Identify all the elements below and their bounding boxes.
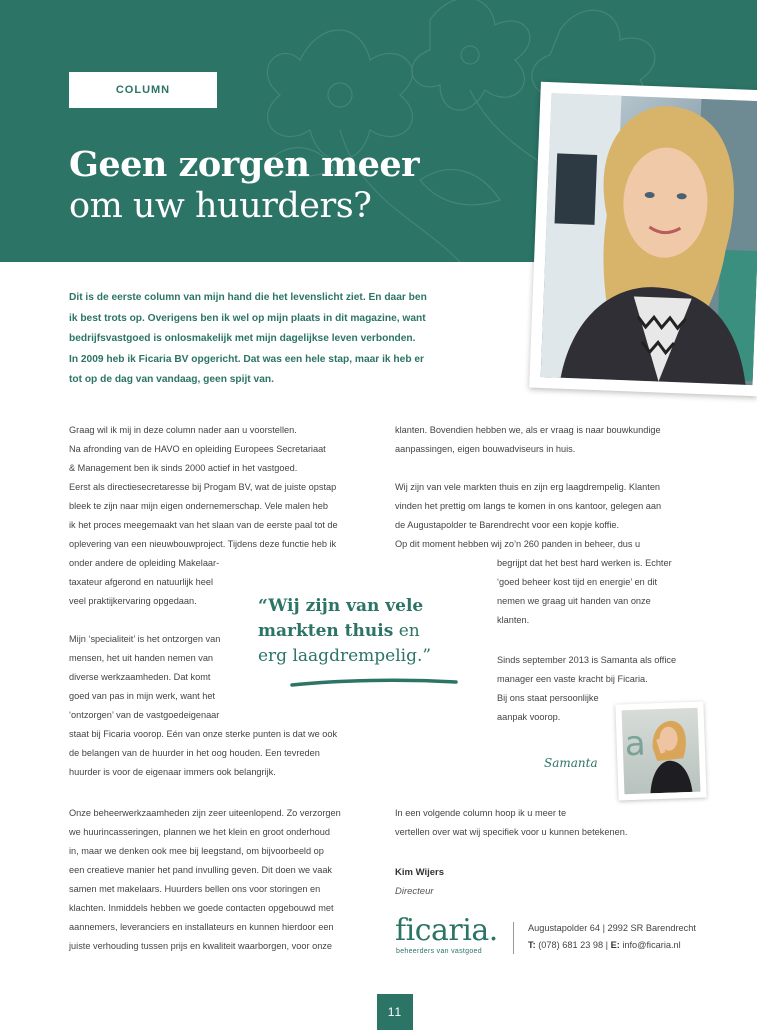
text-line: onder andere de opleiding Makelaar- [69, 558, 220, 568]
intro-line: bedrijfsvastgoed is onlosmakelijk met mijn dagelijkse leven verbonden. [69, 333, 416, 344]
author-photo [529, 82, 757, 397]
text-line: begrijpt dat het best hard werken is. Echter [497, 558, 672, 568]
quote-line-2 [258, 619, 478, 644]
text-line: Op dit moment hebben wij zo’n 260 panden in beheer, dus u [395, 539, 641, 549]
text-line: ‘ontzorgen’ van de vastgoedeigenaar [69, 710, 220, 720]
text-line: veel praktijkervaring opgedaan. [69, 596, 197, 606]
text-line: de Augustapolder te Barendrecht voor een kopje koffie. [395, 520, 620, 530]
text-line: In een volgende column hoop ik u meer te [395, 808, 567, 818]
author-block [395, 863, 444, 901]
text-line: we huurincasseringen, plannen we het klein en groot onderhoud [69, 827, 331, 837]
intro-line: In 2009 heb ik Ficaria BV opgericht. Dat was een hele stap, maar ik heb er [69, 353, 425, 365]
headline-line-1: Geen zorgen meer [69, 144, 420, 185]
text-line: een creatieve manier het pand invulling geven. Dit doen we vaak [69, 865, 333, 875]
text-line: oplevering van een nieuwbouwproject. Tijdens deze functie heb ik [69, 539, 337, 549]
divider [513, 922, 514, 954]
signature: Samanta [544, 756, 598, 770]
right-column-p1 [395, 421, 661, 459]
quote-underline-swash [290, 676, 460, 692]
text-line: staat bij Ficaria voorop. Eén van onze sterke punten is dat we ook [69, 729, 338, 739]
phone-number: (078) 681 23 98 [538, 940, 604, 950]
text-line: juiste verhouding tussen prijs en kwaliteit waarborgen, voor onze [69, 941, 333, 951]
page-number: 11 [377, 994, 413, 1030]
contact-address: Augustapolder 64 | 2992 SR Barendrecht [528, 923, 696, 933]
text-line: Mijn ‘specialiteit’ is het ontzorgen van [69, 634, 221, 644]
text-line: taxateur afgerond en natuurlijk heel [69, 577, 214, 587]
text-line: diverse werkzaamheden. Dat komt [69, 672, 211, 682]
text-line: Graag wil ik mij in deze column nader aan u voorstellen. [69, 425, 297, 435]
quote-bold: markten thuis [258, 621, 394, 641]
text-line: Sinds september 2013 is Samanta als office [497, 655, 677, 665]
text-line: bleek te zijn naar mijn eigen ondernemerschap. Vele malen heb [69, 501, 328, 511]
author-role: Directeur [395, 886, 434, 897]
pull-quote [258, 594, 478, 669]
text-line: aannemers, leveranciers en installateurs en kunnen hierdoor een [69, 922, 334, 932]
intro-line: tot op de dag van vandaag, geen spijt van. [69, 374, 274, 385]
phone-label: T: [528, 940, 536, 950]
logo-tagline: beheerders van vastgoed [396, 948, 482, 955]
text-line: mensen, het uit handen nemen van [69, 653, 214, 663]
left-column-p1 [69, 421, 338, 611]
text-line: ik het proces meegemaakt van het slaan van de eerste paal tot de [69, 520, 338, 530]
text-line: huurder is voor de eigenaar immers ook belangrijk. [69, 767, 276, 777]
quote-rest: en [393, 621, 420, 641]
text-line: & Management ben ik sinds 2000 actief in het vastgoed. [69, 463, 298, 473]
quote-line-1: “Wij zijn van vele [258, 596, 424, 616]
text-line: goed van pas in mijn werk, want het [69, 691, 216, 701]
text-line: vertellen over wat wij specifiek voor u kunnen betekenen. [395, 827, 628, 837]
intro-paragraph [69, 288, 439, 391]
text-line: samen met makelaars. Huurders bellen ons voor storingen en [69, 884, 321, 894]
right-column-p4 [395, 804, 627, 842]
quote-line-3: erg laagdrempelig.” [258, 646, 432, 666]
text-line: in, maar we denken ook mee bij leegstand, om bijvoorbeeld op [69, 846, 324, 856]
samanta-illustration [622, 708, 701, 795]
portrait-illustration [541, 93, 757, 385]
text-line: manager een vaste kracht bij Ficaria. [497, 674, 648, 684]
text-line: Na afronding van de HAVO en opleiding Europees Secretariaat [69, 444, 326, 454]
text-line: klachten. Inmiddels hebben we goede contacten opgebouwd met [69, 903, 334, 913]
text-line: de belangen van de huurder in het oog houden. Een tevreden [69, 748, 320, 758]
contact-block [528, 920, 696, 954]
text-line: klanten. [497, 615, 530, 625]
contact-line: T: (078) 681 23 98 | E: info@ficaria.nl [528, 940, 681, 950]
text-line: klanten. Bovendien hebben we, als er vraag is naar bouwkundige [395, 425, 661, 435]
headline-line-2: om uw huurders? [69, 186, 372, 226]
email-address: info@ficaria.nl [622, 940, 681, 950]
email-label: E: [610, 940, 620, 950]
samanta-photo [615, 701, 706, 800]
intro-line: ik best trots op. Overigens ben ik wel op mijn plaats in dit magazine, want [69, 312, 426, 324]
text-line: nemen we graag uit handen van onze [497, 596, 651, 606]
text-line: Onze beheerwerkzaamheden zijn zeer uiteenlopend. Zo verzorgen [69, 808, 341, 818]
text-line: Bij ons staat persoonlijke [497, 693, 599, 703]
author-name: Kim Wijers [395, 867, 445, 878]
text-line: aanpak voorop. [497, 712, 561, 722]
svg-text:a: a [624, 723, 647, 765]
intro-line: Dit is de eerste column van mijn hand die het levenslicht ziet. En daar ben [69, 292, 427, 303]
section-tag: COLUMN [69, 72, 217, 108]
text-line: Wij zijn van vele markten thuis en zijn erg laagdrempelig. Klanten [395, 482, 661, 492]
left-column-p3 [69, 804, 341, 956]
right-column-p2b [497, 554, 672, 630]
right-column-p2 [395, 478, 661, 554]
text-line: Eerst als directiesecretaresse bij Progam BV, wat de juiste opstap [69, 482, 337, 492]
text-line: ‘goed beheer kost tijd en energie’ en dit [497, 577, 658, 587]
text-line: aanpassingen, eigen bouwadviseurs in huis. [395, 444, 576, 454]
ficaria-logo: ficaria. [395, 913, 498, 948]
text-line: vinden het prettig om langs te komen in ons kantoor, gelegen aan [395, 501, 662, 511]
